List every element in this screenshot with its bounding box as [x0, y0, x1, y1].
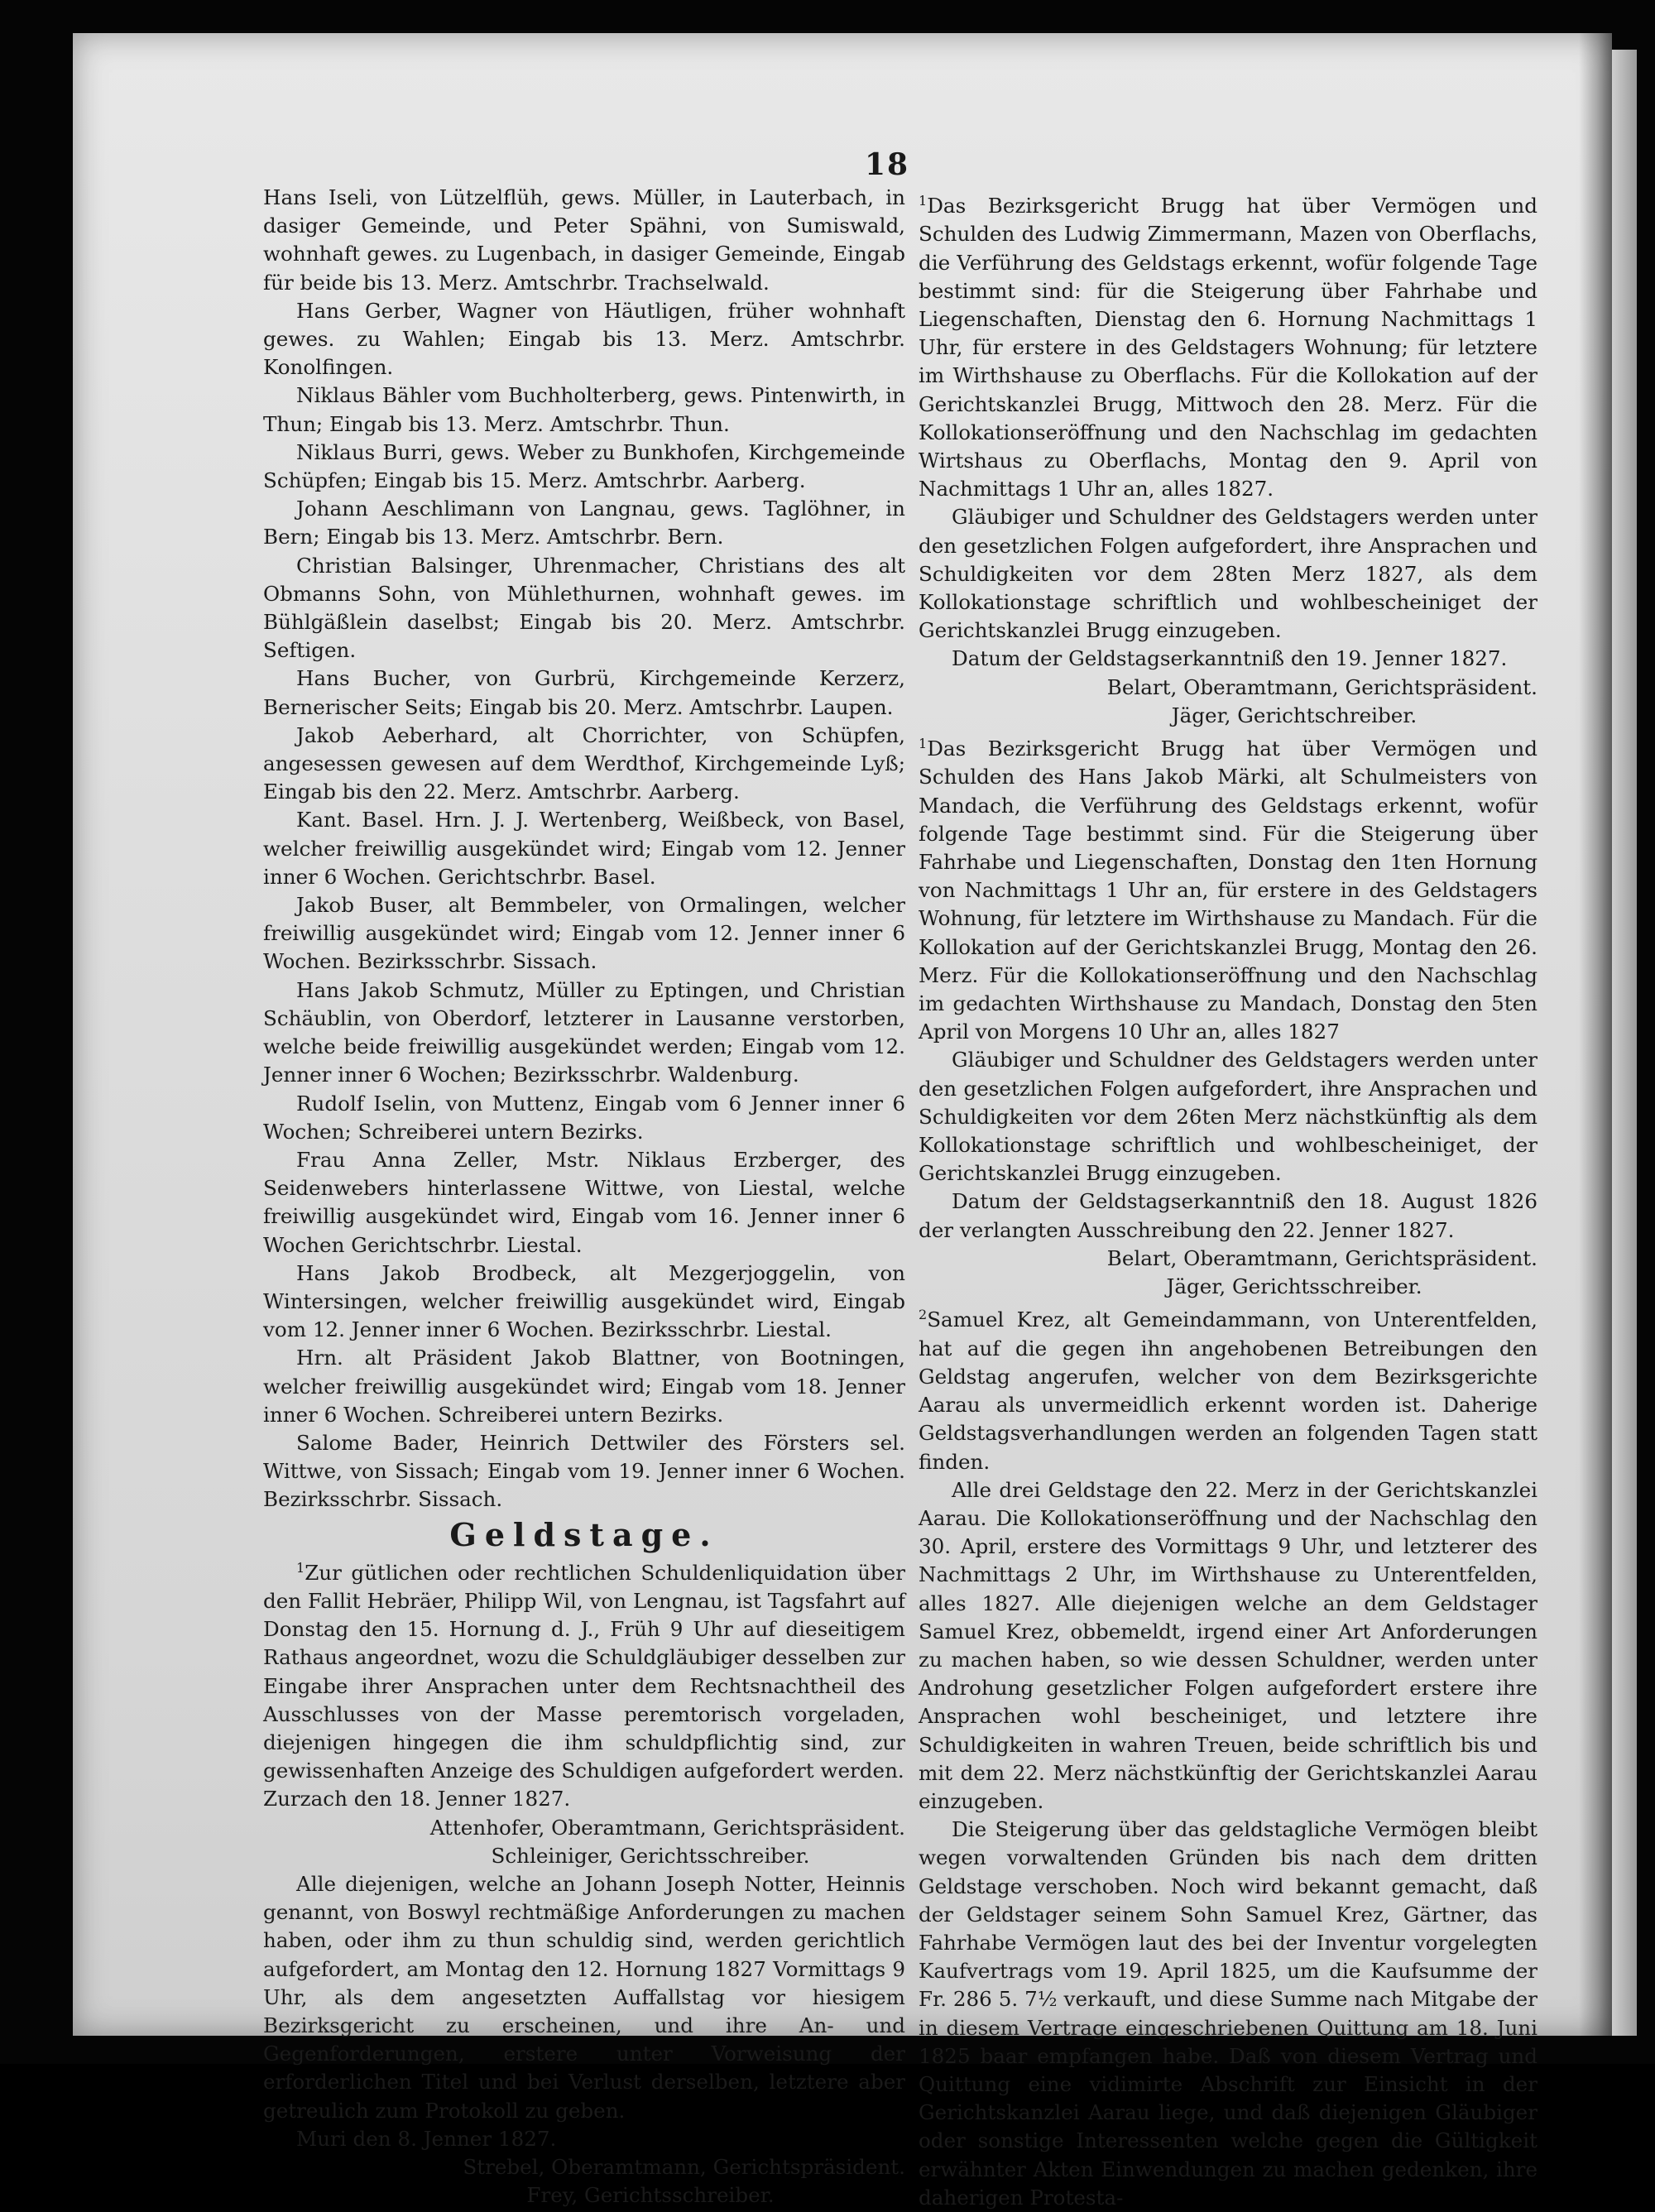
page-edge — [1612, 50, 1637, 2036]
notice-date: Datum der Geldstagserkanntniß den 19. Jenner 1827. — [952, 646, 1508, 671]
notice-aarau-krez — [919, 1301, 1537, 1475]
notice-zurzach — [263, 1554, 905, 1786]
page-number: 18 — [865, 147, 910, 182]
list-item: Hrn. alt Präsident Jakob Blattner, von Bootningen, welcher freiwillig ausgekündet wird; Eingab vom 18. Jenner inner 6 Wochen. Schreiberei untern Bezirks. — [263, 1346, 905, 1427]
signature-line: Jäger, Gerichtschreiber. — [1171, 703, 1418, 727]
notice-date: Muri den 8. Jenner 1827. — [296, 2126, 557, 2151]
notice-text: Gläubiger und Schuldner des Geldstagers werden unter den gesetzlichen Folgen aufgefordert, ihre Ansprachen und Schuldigkeiten vor dem 26ten Merz nächstkünftig als dem Kollokationstage schriftlich und wohlbescheiniget, der Gerichtskanzlei Brugg einzugeben. — [919, 1048, 1537, 1186]
list-item: Niklaus Bähler vom Buchholterberg, gews. Pintenwirth, in Thun; Eingab bis 13. Merz. Amtschrbr. Thun. — [263, 383, 905, 436]
list-item: Jakob Aeberhard, alt Chorrichter, von Schüpfen, angesessen gewesen auf dem Werdthof, Kirchgemeinde Lyß; Eingab bis den 22. Merz. Amtschrbr. Aarberg. — [263, 722, 905, 804]
notice-brugg-zimmermann — [919, 187, 1537, 503]
notice-marker: 2 — [919, 1307, 928, 1323]
list-item: Salome Bader, Heinrich Dettwiler des Försters sel. Wittwe, von Sissach; Eingab vom 19. Jenner inner 6 Wochen. Bezirksschrbr. Sissach. — [263, 1430, 905, 1512]
notice-date: Zurzach den 18. Jenner 1827. — [263, 1787, 571, 1811]
list-item: Rudolf Iselin, von Muttenz, Eingab vom 6 Jenner inner 6 Wochen; Schreiberei untern Bezirks. — [263, 1091, 905, 1144]
signature-line: Jäger, Gerichtsschreiber. — [1166, 1274, 1422, 1299]
list-item: Kant. Basel. Hrn. J. J. Wertenberg, Weißbeck, von Basel, welcher freiwillig ausgekündet wird; Eingab vom 12. Jenner inner 6 Wochen. Gerichtschrbr. Basel. — [263, 808, 905, 889]
list-item: Hans Bucher, von Gurbrü, Kirchgemeinde Kerzerz, Bernerischer Seits; Eingab bis 20. Merz. Amtschrbr. Laupen. — [263, 666, 905, 719]
list-item: Christian Balsinger, Uhrenmacher, Christians des alt Obmanns Sohn, von Mühlethurnen, wohnhaft gewes. im Bühlgäßlein daselbst; Eingab bis 20. Merz. Amtschrbr. Seftigen. — [263, 553, 905, 663]
notice-brugg-maerki — [919, 730, 1537, 1046]
signature-line: Strebel, Oberamtmann, Gerichtspräsident. — [463, 2155, 905, 2179]
signature-line: Belart, Oberamtmann, Gerichtspräsident. — [1106, 1245, 1537, 1270]
notice-text: Alle drei Geldstage den 22. Merz in der Gerichtskanzlei Aarau. Die Kollokationseröffnung und der Nachschlag den 30. April, erstere des Vormittags 9 Uhr, und letzterer des Nachmittags 2 Uhr, im Wirthshause zu Unterentfelden, alles 1827. Alle diejenigen welche an dem Geldstager Samuel Krez, obbemeldt, irgend einer Art Anforderungen zu machen haben, so wie dessen Schuldner, werden unter Androhung gesetzlicher Folgen aufgefordert erstere ihre Ansprachen wohl bescheiniget, und letztere ihre Schuldigkeiten in wahren Treuen, beide schriftlich bis und mit dem 22. Merz nächstkünftig der Gerichtskanzlei Aarau einzugeben. — [919, 1477, 1537, 1813]
notice-text: Das Bezirksgericht Brugg hat über Vermögen und Schulden des Ludwig Zimmermann, Mazen von Oberflachs, die Verführung des Geldstags erkennt, wofür folgende Tage bestimmt sind: für die Steigerung über Fahrhabe und Liegenschaften, Dienstag den 6. Hornung Nachmittags 1 Uhr, für erstere in des Geldstagers Wohnung; für letztere im Wirthshause zu Oberflachs. Für die Kollokation auf der Gerichtskanzlei Brugg, Mittwoch den 28. Merz. Für die Kollokationseröffnung und den Nachschlag im gedachten Wirtshaus zu Oberflachs, Montag den 9. April von Nachmittags 1 Uhr an, alles 1827. — [919, 194, 1537, 501]
notice-text: Gläubiger und Schuldner des Geldstagers werden unter den gesetzlichen Folgen aufgefordert, ihre Ansprachen und Schuldigkeiten vor dem 28ten Merz 1827, als dem Kollokationstage schriftlich und wohlbescheiniget der Gerichtskanzlei Brugg einzugeben. — [919, 505, 1537, 643]
list-item: Niklaus Burri, gews. Weber zu Bunkhofen, Kirchgemeinde Schüpfen; Eingab bis 15. Merz. Amtschrbr. Aarberg. — [263, 439, 905, 493]
notice-date: Datum der Geldstagserkanntniß den 18. August 1826 der verlangten Ausschreibung den 22. Jenner 1827. — [919, 1189, 1537, 1242]
list-item: Jakob Buser, alt Bemmbeler, von Ormalingen, welcher freiwillig ausgekündet wird; Eingab vom 12. Jenner inner 6 Wochen. Bezirksschrbr. Sissach. — [263, 893, 905, 974]
right-column — [919, 187, 1537, 2212]
notice-text: Das Bezirksgericht Brugg hat über Vermögen und Schulden des Hans Jakob Märki, alt Schulmeisters von Mandach, die Verführung des Geldstags erkennt, wofür folgende Tage bestimmt sind. Für die Steigerung über Fahrhabe und Liegenschaften, Donstag den 1ten Hornung von Nachmittags 1 Uhr an, für erstere in des Geldstagers Wohnung, für letztere im Wirthshause zu Mandach. Für die Kollokation auf der Gerichtskanzlei Brugg, Montag den 26. Merz. Für die Kollokationseröffnung und den Nachschlag im gedachten Wirthshause zu Mandach, Donstag den 5ten April von Morgens 10 Uhr an, alles 1827 — [919, 737, 1537, 1044]
signature-line: Belart, Oberamtmann, Gerichtspräsident. — [1106, 674, 1537, 699]
list-item: Hans Iseli, von Lützelflüh, gews. Müller, in Lauterbach, in dasiger Gemeinde, und Peter Spähni, von Sumiswald, wohnhaft gewes. zu Lugenbach, in dasiger Gemeinde, Eingab für beide bis 13. Merz. Amtschrbr. Trachselwald. — [263, 185, 905, 295]
notice-marker: 1 — [296, 1559, 305, 1576]
signature-line: Frey, Gerichtsschreiber. — [526, 2183, 775, 2208]
list-item: Hans Gerber, Wagner von Häutligen, früher wohnhaft gewes. zu Wahlen; Eingab bis 13. Merz. Amtschrbr. Konolfingen. — [263, 298, 905, 380]
list-item: Hans Jakob Schmutz, Müller zu Eptingen, und Christian Schäublin, von Oberdorf, letzterer in Lausanne verstorben, welche beide freiwillig ausgekündet werden; Eingab vom 12. Jenner inner 6 Wochen; Bezirksschrbr. Waldenburg. — [263, 977, 905, 1087]
list-item: Hans Jakob Brodbeck, alt Mezgerjoggelin, von Wintersingen, welcher freiwillig ausgekündet wird, Eingab vom 12. Jenner inner 6 Wochen. Bezirksschrbr. Liestal. — [263, 1260, 905, 1342]
signature-line: Schleiniger, Gerichtsschreiber. — [491, 1843, 810, 1868]
signature-line: Attenhofer, Oberamtmann, Gerichtspräsident. — [429, 1815, 905, 1840]
notice-text: Die Steigerung über das geldstagliche Vermögen bleibt wegen vorwaltenden Gründen bis nach dem dritten Geldstage verschoben. Noch wird bekannt gemacht, daß der Geldstager seinem Sohn Samuel Krez, Gärtner, das Fahrhabe Vermögen laut des bei der Inventur vorgelegten Kaufvertrags vom 19. April 1825, um die Kaufsumme der Fr. 286 5. 7½ verkauft, und diese Summe nach Mitgabe der in diesem Vertrage eingeschriebenen Quittung am 18. Juni 1825 baar empfangen habe. Daß von diesem Vertrag und Quittung eine vidimirte Abschrift zur Einsicht in der Gerichtskanzlei Aarau liege, und daß diejenigen Gläubiger oder sonstige Interessenten welche gegen die Gültigkeit erwähnter Akten Einwendungen zu machen gedenken, ihre daherigen Protesta- — [919, 1817, 1537, 2210]
section-title: Geldstage. — [449, 1515, 719, 1553]
notice-muri: Alle diejenigen, welche an Johann Joseph Notter, Heinnis genannt, von Boswyl rechtmäßige Anforderungen zu machen haben, oder ihm zu thun schuldig sind, werden gerichtlich aufgefordert, am Montag den 12. Hornung 1827 Vormittags 9 Uhr, als dem angesetzten Auffallstag vor hiesigem Bezirksgericht zu erscheinen, und ihre An- und Gegenforderungen, erstere unter Vorweisung der erforderlichen Titel und bei Verlust derselben, letztere aber getreulich zum Protokoll zu geben. — [263, 1871, 905, 2123]
list-item: Johann Aeschlimann von Langnau, gews. Taglöhner, in Bern; Eingab bis 13. Merz. Amtschrbr. Bern. — [263, 497, 905, 549]
left-column — [263, 184, 905, 2210]
notice-text: Zur gütlichen oder rechtlichen Schuldenliquidation über den Fallit Hebräer, Philipp Wil, von Lengnau, ist Tagsfahrt auf Donstag den 15. Hornung d. J., Früh 9 Uhr auf dieseitigem Rathaus angeordnet, wozu die Schuldgläubiger desselben zur Eingabe ihrer Ansprachen unter dem Rechtsnachtheil des Ausschlusses von der Masse peremtorisch vorgeladen, diejenigen hingegen die ihm schuldpflichtig sind, zur gewissenhaften Anzeige des Schuldigen aufgefordert werden. — [263, 1560, 905, 1783]
notice-marker: 1 — [919, 193, 928, 209]
notice-marker: 1 — [919, 736, 928, 752]
notice-text: Samuel Krez, alt Gemeindammann, von Unterentfelden, hat auf die gegen ihn angehobenen Betreibungen den Geldstag angerufen, welcher von dem Bezirksgerichte Aarau als unvermeidlich erkennt worden ist. Daherige Geldstagsverhandlungen werden an folgenden Tagen statt finden. — [919, 1308, 1537, 1474]
list-item: Frau Anna Zeller, Mstr. Niklaus Erzberger, des Seidenwebers hinterlassene Wittwe, von Liestal, welche freiwillig ausgekündet wird, Eingab vom 16. Jenner inner 6 Wochen Gerichtschrbr. Liestal. — [263, 1147, 905, 1257]
